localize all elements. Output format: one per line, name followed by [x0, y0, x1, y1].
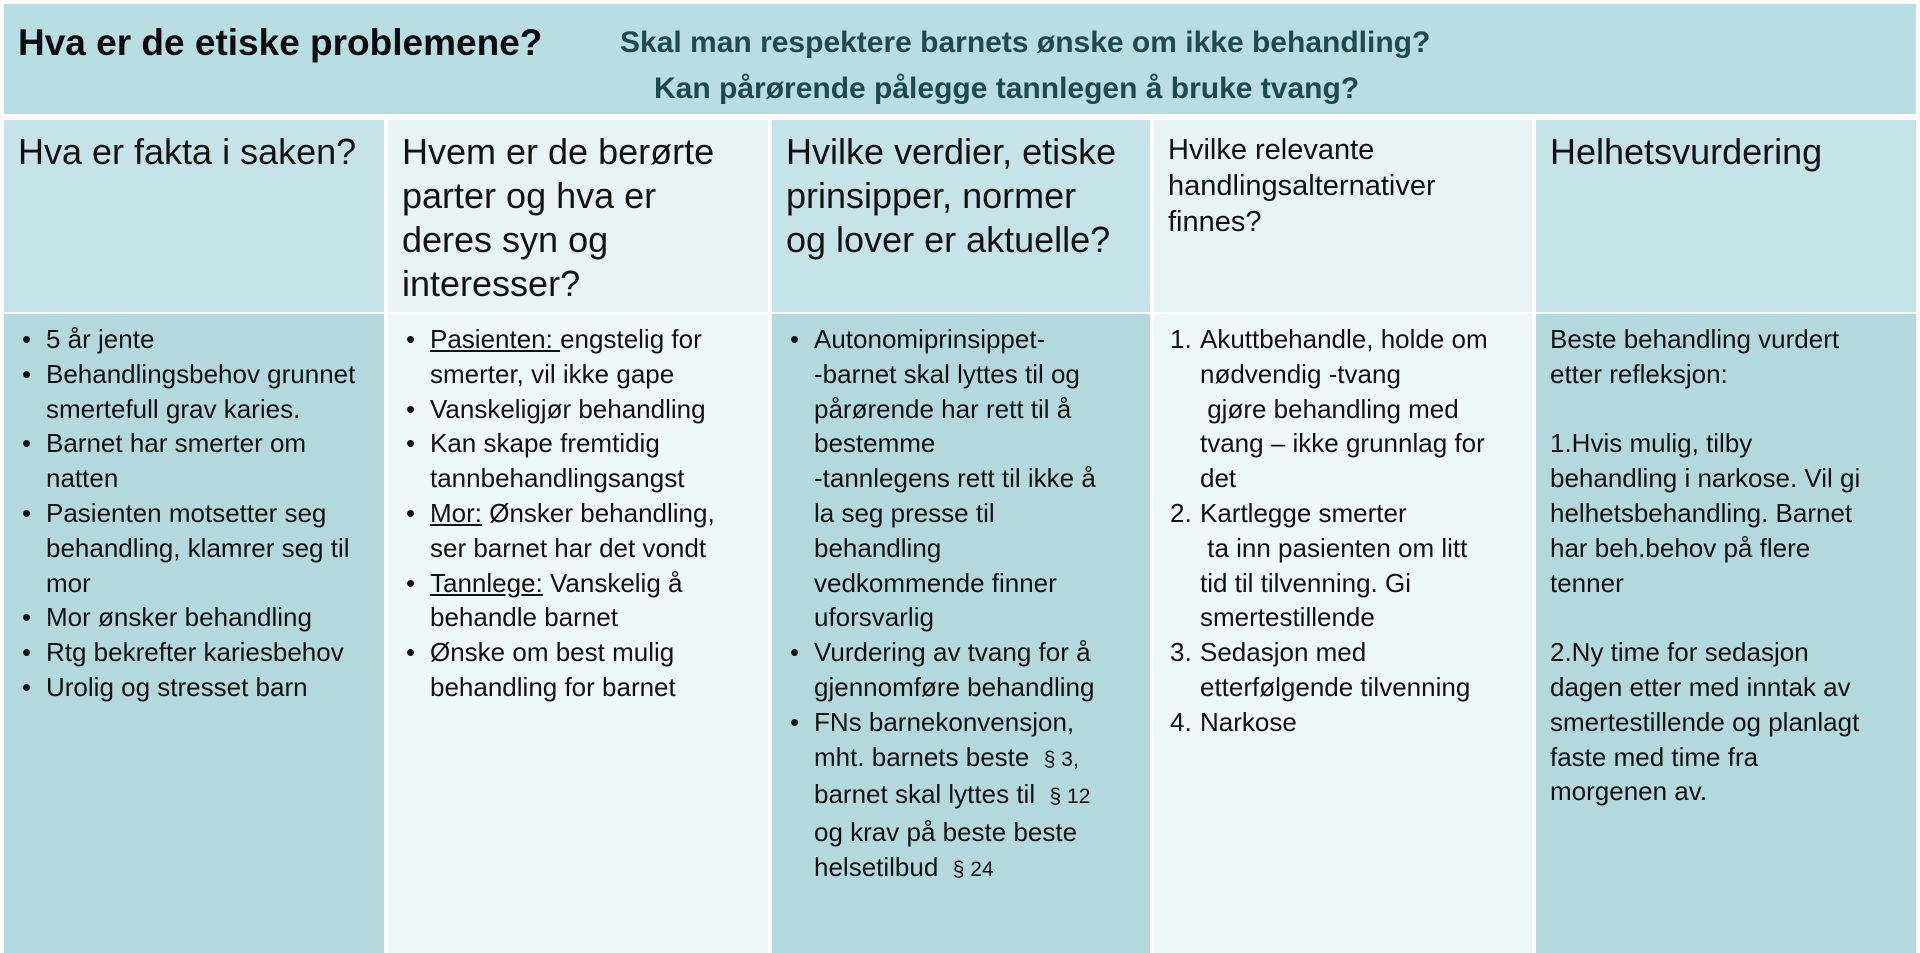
item-number: 1. — [1170, 324, 1192, 354]
paragraph-line: tenner — [1550, 567, 1624, 598]
item-line: bestemme — [814, 428, 936, 459]
item-number: 3. — [1170, 637, 1192, 668]
item-line: la seg presse til — [814, 497, 995, 528]
heading-line: deres syn og — [402, 219, 609, 260]
item-text: Vanskeligjør behandling — [430, 393, 706, 424]
item-line: smertestillende — [1200, 602, 1375, 633]
item-line — [814, 777, 1140, 815]
paragraph-line: helhetsbehandling. Barnet — [1550, 497, 1853, 528]
item-line: nødvendig -tvang — [1200, 358, 1401, 389]
item-line: • Vurdering av tvang for å — [814, 637, 1091, 668]
list-item — [400, 635, 758, 705]
list-item — [1164, 705, 1522, 740]
list-item: • Urolig og stresset barn — [16, 670, 374, 705]
paragraph-line: dagen etter med inntak av — [1550, 671, 1851, 702]
item-line: tvang – ikke grunnlag for — [1200, 428, 1485, 459]
list-item: • Barnet har smerter om natten — [16, 426, 374, 496]
item-line: uforsvarlig — [814, 602, 934, 633]
paragraph-line: morgenen av. — [1550, 776, 1708, 807]
column-heading — [1154, 120, 1532, 312]
parties-list — [400, 322, 758, 705]
column-heading — [388, 120, 768, 312]
item-text: Ønske om best mulig behandling for barnet — [430, 637, 676, 702]
item-line: • Autonomiprinsippet- — [814, 324, 1046, 354]
item-line: ta inn pasienten om litt — [1200, 532, 1468, 563]
item-line: -barnet skal lyttes til og — [814, 358, 1080, 389]
item-number: 2. — [1170, 497, 1192, 528]
item-line: og krav på beste beste — [814, 817, 1078, 848]
heading-line: finnes? — [1168, 206, 1262, 238]
paragraph-line: smertestillende og planlagt — [1550, 706, 1860, 737]
column-body — [772, 314, 1150, 953]
item-line: det — [1200, 463, 1237, 494]
paragraph-line: behandling i narkose. Vil gi — [1550, 463, 1861, 494]
values-list — [784, 322, 1140, 888]
list-item — [1164, 322, 1522, 496]
heading-line: Helhetsvurdering — [1550, 131, 1823, 172]
paragraph-line: 2.Ny time for sedasjon — [1550, 637, 1809, 668]
column-body — [1536, 314, 1916, 953]
heading-line: Hvem er de berørte — [402, 131, 715, 172]
heading-line: Hvilke verdier, etiske — [786, 131, 1117, 172]
item-line: Akuttbehandle, holde om — [1200, 324, 1488, 354]
assessment-paragraph — [1550, 635, 1906, 809]
list-item: • Mor ønsker behandling — [16, 600, 374, 635]
column-heading — [772, 120, 1150, 312]
ethical-question-2: Kan pårørende pålegge tannlegen å bruke tvang? — [654, 72, 1360, 105]
paragraph-line: etter refleksjon: — [1550, 358, 1728, 389]
list-item — [400, 426, 758, 496]
header-banner — [4, 4, 1916, 114]
item-line: gjennomføre behandling — [814, 671, 1095, 702]
item-line: pårørende har rett til å — [814, 393, 1072, 424]
law-section: § 12 — [1049, 785, 1091, 809]
column-body — [1154, 314, 1532, 953]
list-item — [400, 496, 758, 566]
list-item — [1164, 496, 1522, 635]
paragraph-line: 1.Hvis mulig, tilby — [1550, 428, 1753, 459]
item-line: etterfølgende tilvenning — [1200, 671, 1471, 702]
alternatives-list — [1164, 322, 1522, 740]
item-line — [814, 850, 1140, 888]
party-label: Pasienten: — [430, 324, 561, 354]
main-question-title: Hva er de etiske problemene? — [18, 22, 543, 63]
column-body — [388, 314, 768, 953]
column-body — [4, 314, 384, 953]
item-line: Sedasjon med — [1200, 637, 1367, 668]
item-line — [814, 740, 1140, 778]
list-item: • Pasienten motsetter seg behandling, klamrer seg til mor — [16, 496, 374, 600]
item-line: • FNs barnekonvensjon, — [814, 706, 1075, 737]
item-line: tid til tilvenning. Gi — [1200, 567, 1411, 598]
item-line: Kartlegge smerter — [1200, 497, 1407, 528]
list-item — [784, 705, 1140, 888]
law-section: § 24 — [952, 857, 994, 881]
item-line: vedkommende finner — [814, 567, 1057, 598]
heading-line: prinsipper, normer — [786, 175, 1077, 216]
item-text: helsetilbud — [814, 851, 939, 882]
heading-line: interesser? — [402, 263, 581, 304]
item-text: mht. barnets beste — [814, 741, 1030, 772]
list-item: • 5 år jente — [16, 322, 374, 357]
party-label: Tannlege: — [430, 567, 543, 598]
heading-line: handlingsalternativer — [1168, 170, 1436, 202]
list-item — [400, 392, 758, 427]
list-item: • Behandlingsbehov grunnet smertefull grav karies. — [16, 357, 374, 427]
item-text: Vanskelig å behandle barnet — [430, 567, 683, 633]
item-line: behandling — [814, 532, 942, 563]
heading-line: Hva er fakta i saken? — [18, 131, 357, 172]
assessment-paragraph — [1550, 322, 1906, 392]
list-item — [400, 322, 758, 392]
list-item — [784, 635, 1140, 705]
item-text: engstelig for smerter, vil ikke gape — [430, 324, 702, 389]
column-heading — [1536, 120, 1916, 312]
ethical-question-1: Skal man respektere barnets ønske om ikke behandling? — [620, 26, 1431, 59]
heading-line: Hvilke relevante — [1168, 134, 1375, 166]
heading-line: og lover er aktuelle? — [786, 219, 1111, 260]
law-section: § 3, — [1043, 747, 1079, 771]
list-item: • Rtg bekrefter kariesbehov — [16, 635, 374, 670]
item-line: gjøre behandling med — [1200, 393, 1459, 424]
list-item — [400, 566, 758, 636]
item-text: Kan skape fremtidig tannbehandlingsangst — [430, 428, 685, 494]
item-line: -tannlegens rett til ikke å — [814, 463, 1096, 494]
assessment-paragraph — [1550, 426, 1906, 600]
item-text: barnet skal lyttes til — [814, 779, 1036, 810]
item-text: Ønsker behandling, ser barnet har det vondt — [430, 497, 715, 563]
list-item — [784, 322, 1140, 635]
heading-line: parter og hva er — [402, 175, 657, 216]
paragraph-line: har beh.behov på flere — [1550, 532, 1811, 563]
facts-list — [16, 322, 374, 705]
party-label: Mor: — [430, 497, 482, 528]
column-heading — [4, 120, 384, 312]
item-number: 4. — [1170, 706, 1192, 737]
item-line: Narkose — [1200, 706, 1297, 737]
paragraph-line: Beste behandling vurdert — [1550, 324, 1840, 354]
list-item — [1164, 635, 1522, 705]
paragraph-line: faste med time fra — [1550, 741, 1759, 772]
